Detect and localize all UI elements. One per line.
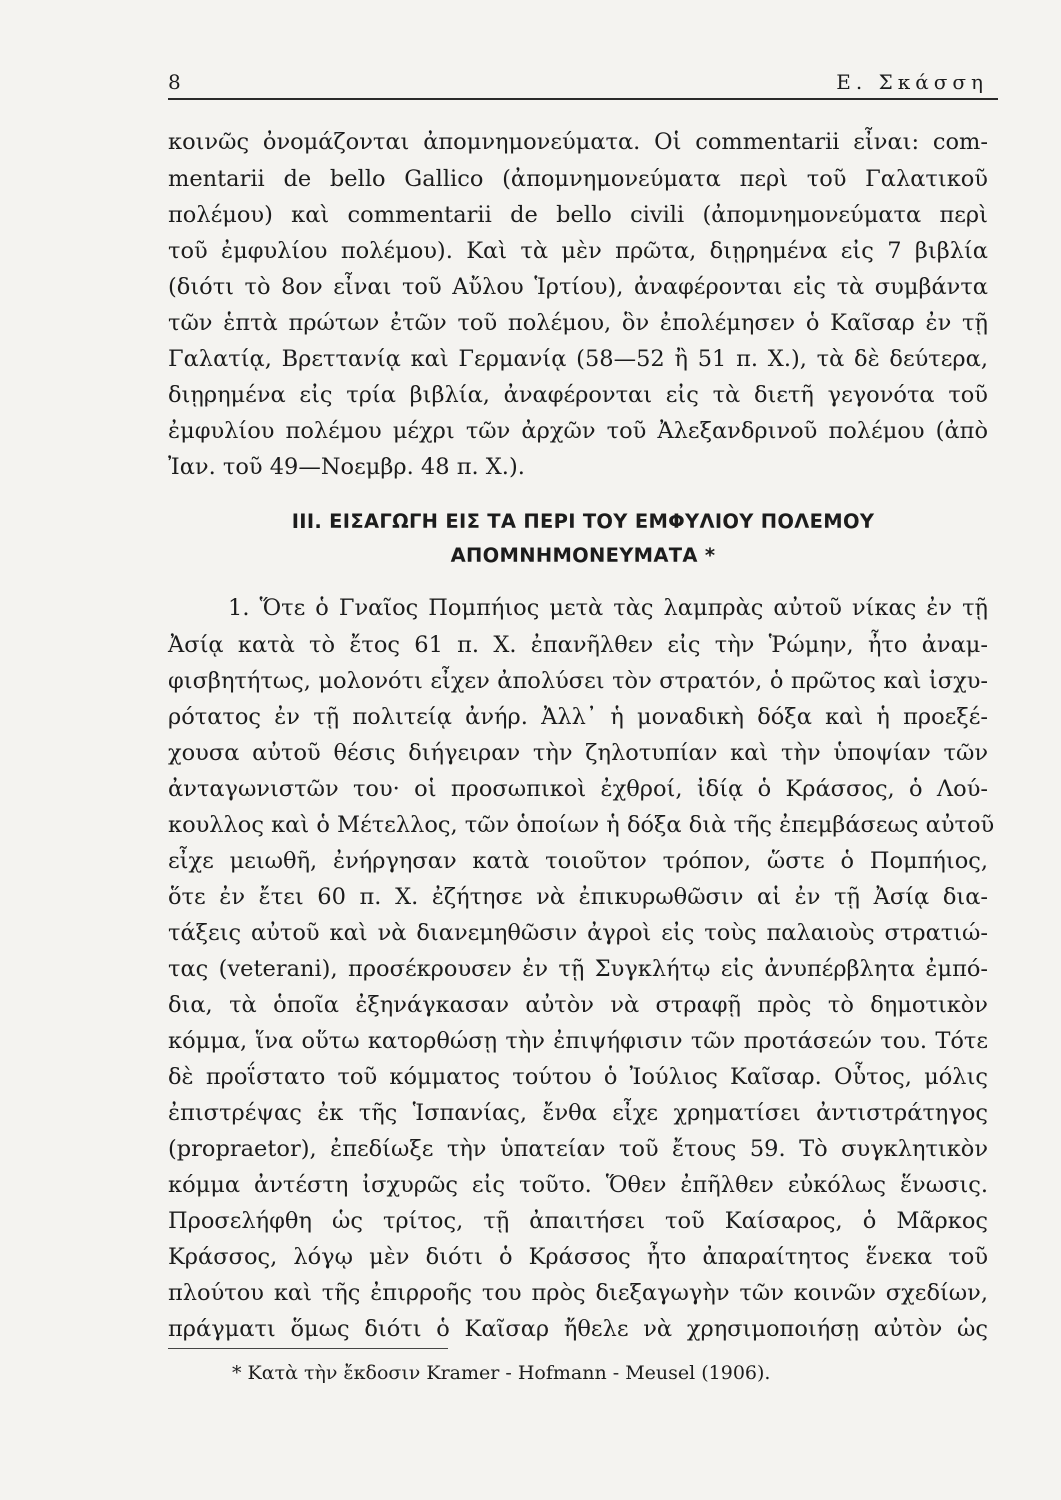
text-line: κοινῶς ὀνομάζονται ἀπομνημονεύματα. Οἱ commentarii εἶναι: com- xyxy=(168,129,988,155)
text-line: πλούτου καὶ τῆς ἐπιρροῆς του πρὸς διεξαγωγὴν τῶν κοινῶν σχεδίων, xyxy=(168,1280,988,1306)
text-line: εἶχε μειωθῆ, ἐνήργησαν κατὰ τοιοῦτον τρόπον, ὥστε ὁ Πομπήιος, xyxy=(168,848,988,874)
text-line: ἐπιστρέψας ἐκ τῆς Ἱσπανίας, ἔνθα εἶχε χρηματίσει ἀντιστράτηγος xyxy=(168,1100,988,1126)
text-line: δια, τὰ ὁποῖα ἐξηνάγκασαν αὐτὸν νὰ στραφῇ πρὸς τὸ δημοτικὸν xyxy=(168,992,988,1018)
text-line: ρότατος ἐν τῇ πολιτείᾳ ἀνήρ. Ἀλλ᾽ ἡ μοναδικὴ δόξα καὶ ἡ προεξέ- xyxy=(168,704,988,730)
footnote: * Κατὰ τὴν ἔκδοσιν Kramer - Hofmann - Meusel (1906). xyxy=(232,1362,771,1384)
section-heading-line-2: ΑΠΟΜΝΗΜΟΝΕΥΜΑΤΑ * xyxy=(450,544,716,567)
text-line: (διότι τὸ 8ον εἶναι τοῦ Αὔλου Ἱρτίου), ἀναφέρονται εἰς τὰ συμβάντα xyxy=(168,274,988,300)
text-line: Προσελήφθη ὡς τρίτος, τῇ ἀπαιτήσει τοῦ Καίσαρος, ὁ Μᾶρκος xyxy=(168,1208,988,1234)
text-line: πολέμου) καὶ commentarii de bello civili (ἀπομνημονεύματα περὶ xyxy=(168,202,988,228)
text-line: φισβητήτως, μολονότι εἶχεν ἀπολύσει τὸν στρατόν, ὁ πρῶτος καὶ ἰσχυ- xyxy=(168,668,988,694)
text-line: χουσα αὐτοῦ θέσις διήγειραν τὴν ζηλοτυπίαν καὶ τὴν ὑποψίαν τῶν xyxy=(168,740,988,766)
text-line: τας (veterani), προσέκρουσεν ἐν τῇ Συγκλήτῳ εἰς ἀνυπέρβλητα ἐμπό- xyxy=(168,956,988,982)
text-line: Ἰαν. τοῦ 49—Νοεμβρ. 48 π. Χ.). xyxy=(168,454,525,480)
page-number: 8 xyxy=(168,70,181,94)
text-line: Ἀσίᾳ κατὰ τὸ ἔτος 61 π. Χ. ἐπανῆλθεν εἰς τὴν Ῥώμην, ἦτο ἀναμ- xyxy=(168,632,988,658)
text-line: δὲ προΐστατο τοῦ κόμματος τούτου ὁ Ἰούλιος Καῖσαρ. Οὗτος, μόλις xyxy=(168,1064,988,1090)
text-line: κουλλος καὶ ὁ Μέτελλος, τῶν ὁποίων ἡ δόξα διὰ τῆς ἐπεμβάσεως αὐτοῦ xyxy=(168,812,995,838)
text-line: ἀνταγωνιστῶν του· οἱ προσωπικοὶ ἐχθροί, ἰδίᾳ ὁ Κράσσος, ὁ Λού- xyxy=(168,776,988,802)
section-heading-line-1: III. ΕΙΣΑΓΩΓΗ ΕΙΣ ΤΑ ΠΕΡΙ ΤΟΥ ΕΜΦΥΛΙΟΥ ΠΟΛΕΜΟΥ xyxy=(291,510,875,533)
text-line: πράγματι ὅμως διότι ὁ Καῖσαρ ἤθελε νὰ χρησιμοποιήσῃ αὐτὸν ὡς xyxy=(168,1316,988,1342)
text-line: διῃρημένα εἰς τρία βιβλία, ἀναφέρονται εἰς τὰ διετῆ γεγονότα τοῦ xyxy=(168,382,988,408)
text-line: Γαλατίᾳ, Βρεττανίᾳ καὶ Γερμανίᾳ (58—52 ἢ 51 π. Χ.), τὰ δὲ δεύτερα, xyxy=(168,346,988,372)
running-title: Ε. Σκάσση xyxy=(836,70,988,94)
text-line: (propraetor), ἐπεδίωξε τὴν ὑπατείαν τοῦ ἔτους 59. Τὸ συγκλητικὸν xyxy=(168,1136,988,1162)
text-line: κόμμα, ἵνα οὕτω κατορθώσῃ τὴν ἐπιψήφισιν τῶν προτάσεών του. Τότε xyxy=(168,1028,988,1054)
text-line: 1. Ὅτε ὁ Γναῖος Πομπήιος μετὰ τὰς λαμπρὰς αὐτοῦ νίκας ἐν τῇ xyxy=(228,595,988,621)
text-line: ἐμφυλίου πολέμου μέχρι τῶν ἀρχῶν τοῦ Ἀλεξανδρινοῦ πολέμου (ἀπὸ xyxy=(168,418,988,444)
text-line: Κράσσος, λόγῳ μὲν διότι ὁ Κράσσος ἦτο ἀπαραίτητος ἕνεκα τοῦ xyxy=(168,1244,988,1270)
text-line: ὅτε ἐν ἔτει 60 π. Χ. ἐζήτησε νὰ ἐπικυρωθῶσιν αἱ ἐν τῇ Ἀσίᾳ δια- xyxy=(168,884,988,910)
text-line: mentarii de bello Gallico (ἀπομνημονεύματα περὶ τοῦ Γαλατικοῦ xyxy=(168,166,988,192)
text-line: κόμμα ἀντέστη ἰσχυρῶς εἰς τοῦτο. Ὅθεν ἐπῆλθεν εὐκόλως ἕνωσις. xyxy=(168,1172,988,1198)
text-line: τῶν ἑπτὰ πρώτων ἐτῶν τοῦ πολέμου, ὃν ἐπολέμησεν ὁ Καῖσαρ ἐν τῇ xyxy=(168,310,988,336)
text-line: τοῦ ἐμφυλίου πολέμου). Καὶ τὰ μὲν πρῶτα, διῃρημένα εἰς 7 βιβλία xyxy=(168,238,988,264)
footnote-rule xyxy=(168,1348,448,1349)
page-header xyxy=(168,62,998,100)
text-line: τάξεις αὐτοῦ καὶ νὰ διανεμηθῶσιν ἀγροὶ εἰς τοὺς παλαιοὺς στρατιώ- xyxy=(168,920,988,946)
